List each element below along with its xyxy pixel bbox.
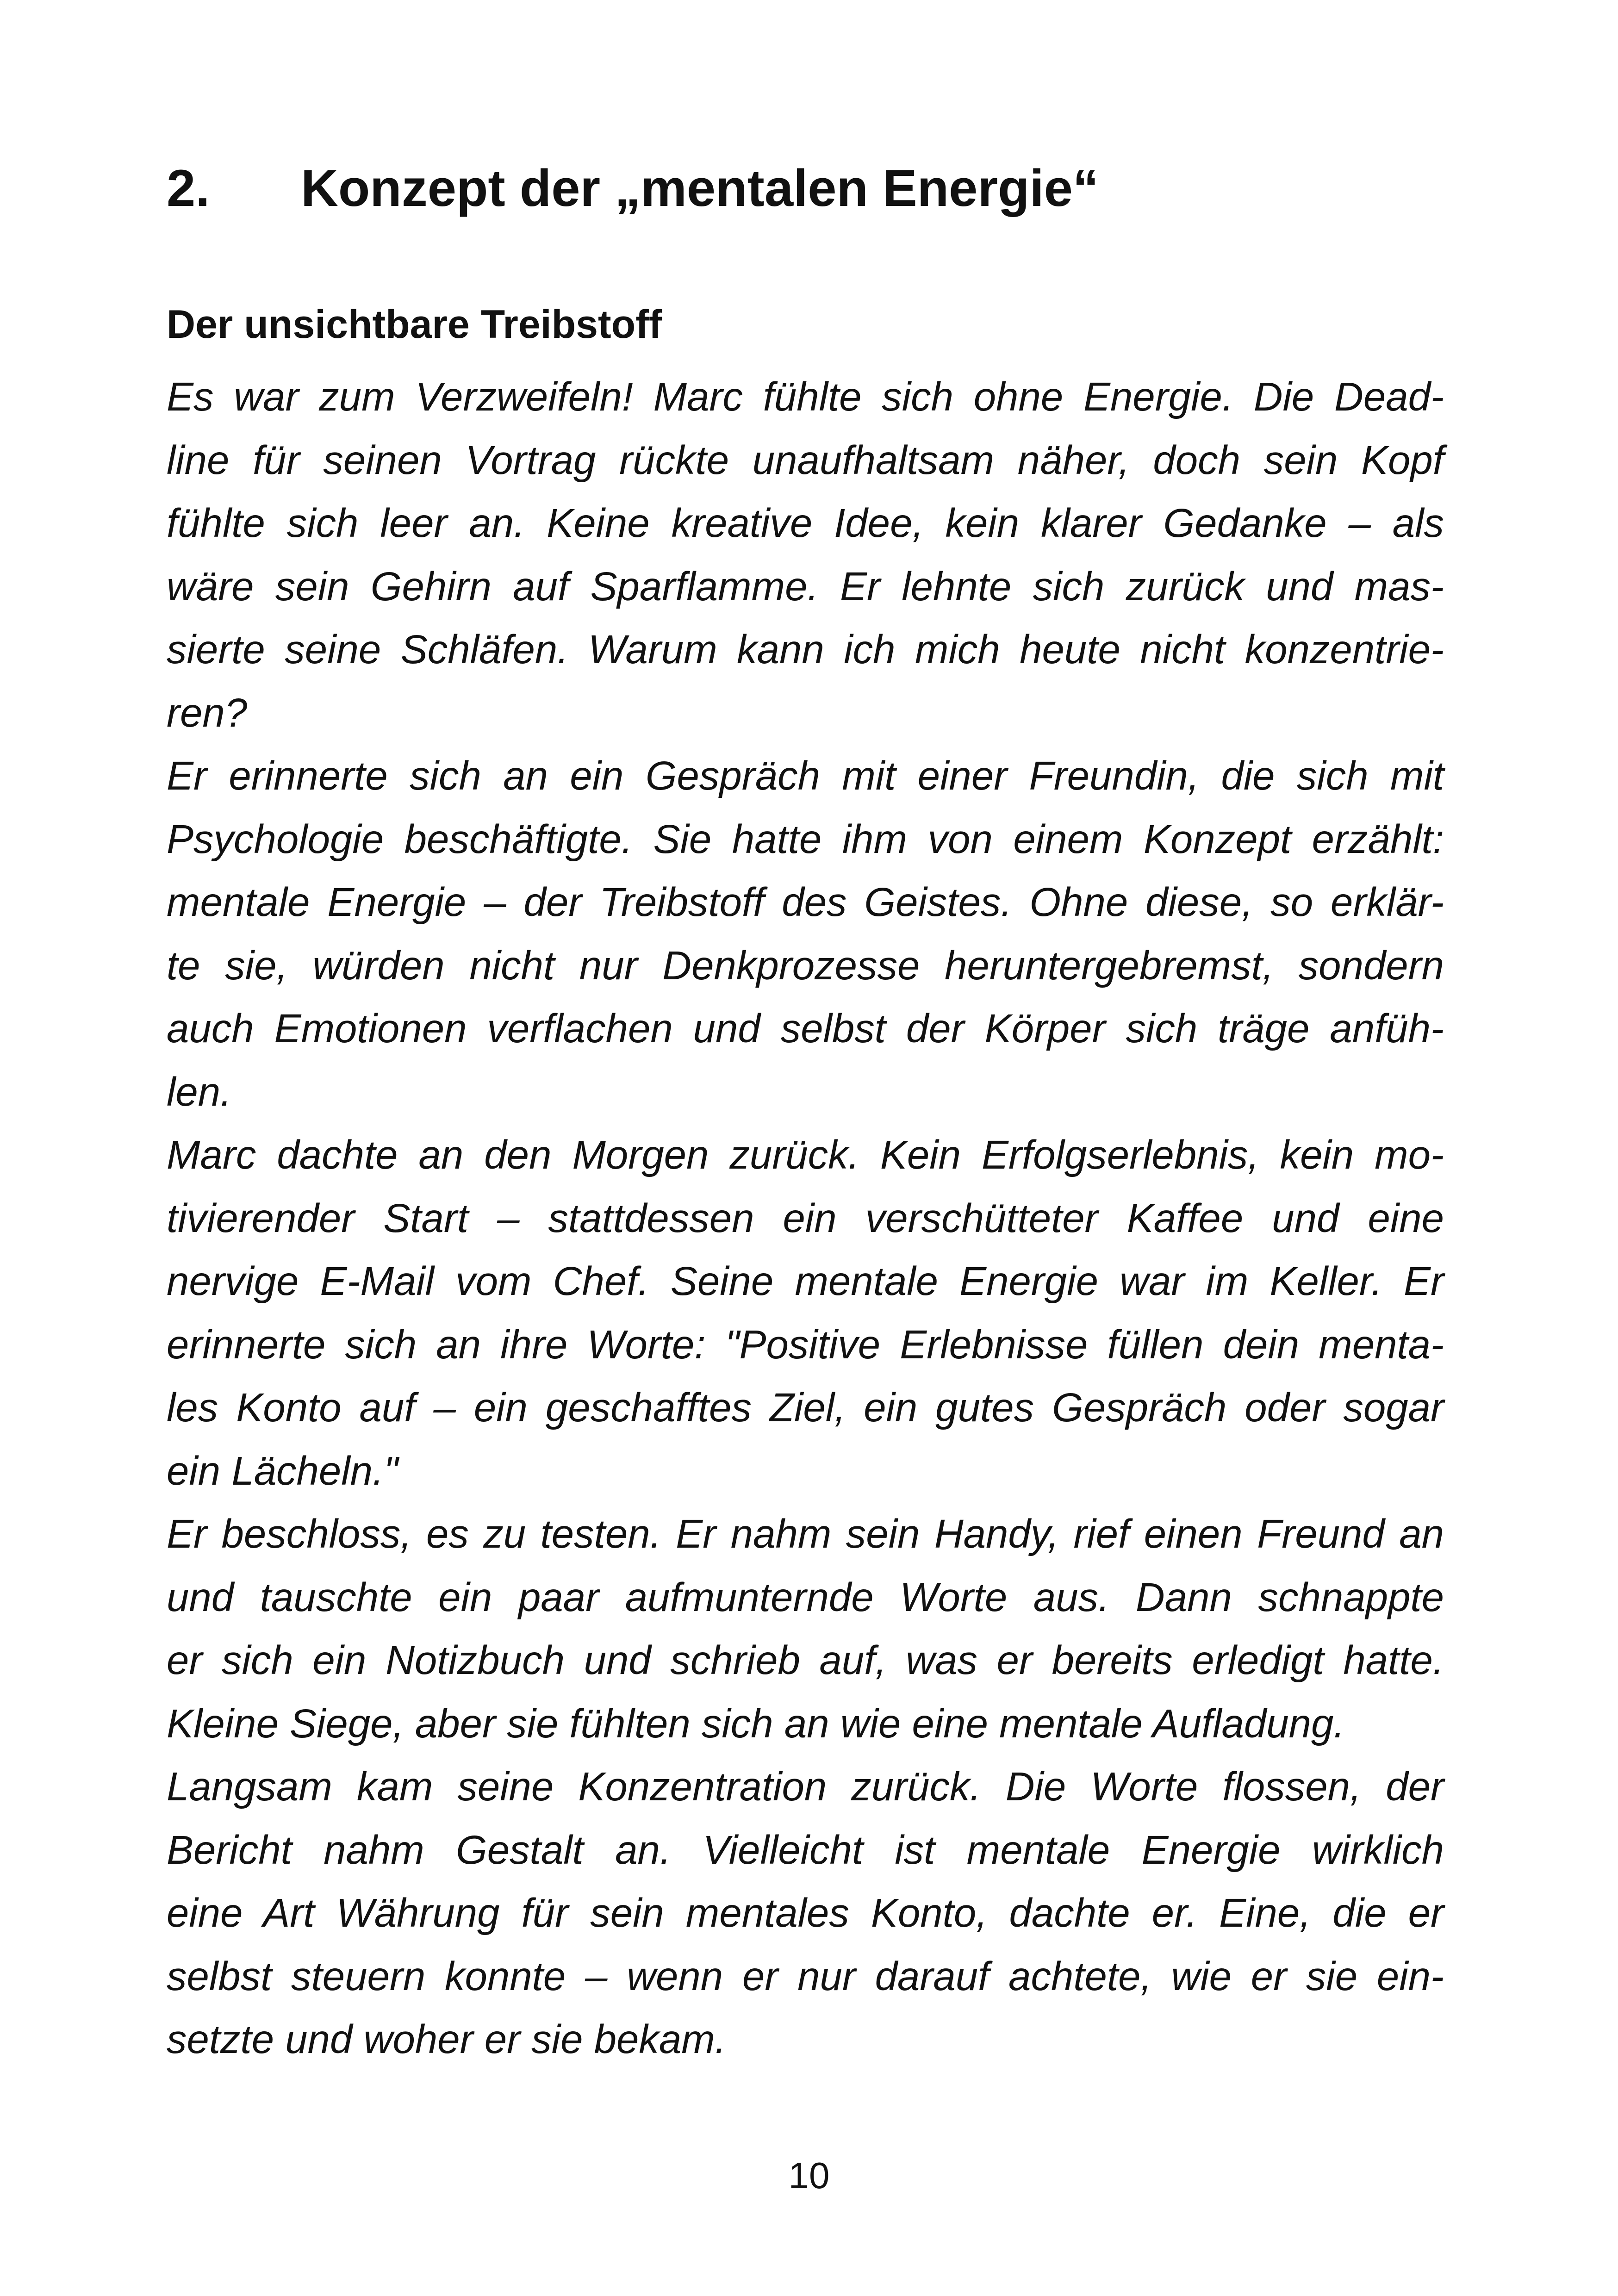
text-line: tivierender Start – stattdessen ein verschütteter Kaffee und eine (167, 1195, 1444, 1241)
text-line: line für seinen Vortrag rückte unaufhaltsam näher, doch sein Kopf (167, 437, 1444, 483)
chapter-title: Konzept der „mentalen Energie“ (301, 159, 1099, 217)
text-line: ein Lächeln." (167, 1448, 398, 1493)
text-line: selbst steuern konnte – wenn er nur darauf achtete, wie er sie ein- (167, 1954, 1444, 1999)
text-line: te sie, würden nicht nur Denkprozesse heruntergebremst, sondern (167, 943, 1444, 988)
text-line: und tauschte ein paar aufmunternde Worte aus. Dann schnappte (167, 1574, 1444, 1620)
text-line: Er erinnerte sich an ein Gespräch mit einer Freundin, die sich mit (167, 753, 1444, 798)
text-line: Es war zum Verzweifeln! Marc fühlte sich ohne Energie. Die Dead- (167, 374, 1444, 419)
text-line: ren? (167, 690, 248, 735)
text-line: er sich ein Notizbuch und schrieb auf, was er bereits erledigt hatte. (167, 1638, 1444, 1683)
text-line: erinnerte sich an ihre Worte: "Positive Erlebnisse füllen dein menta- (167, 1322, 1444, 1367)
text-line: auch Emotionen verflachen und selbst der Körper sich träge anfüh- (167, 1006, 1444, 1051)
text-line: fühlte sich leer an. Keine kreative Idee, kein klarer Gedanke – als (167, 501, 1444, 546)
text-line: Er beschloss, es zu testen. Er nahm sein Handy, rief einen Freund an (167, 1512, 1444, 1556)
section-title: Der unsichtbare Treibstoff (167, 302, 662, 347)
text-line: sierte seine Schläfen. Warum kann ich mich heute nicht konzentrie- (167, 627, 1444, 672)
text-line: wäre sein Gehirn auf Sparflamme. Er lehnte sich zurück und mas- (167, 564, 1444, 609)
chapter-heading (167, 157, 1099, 219)
chapter-number: 2. (167, 159, 210, 217)
text-line: mentale Energie – der Treibstoff des Geistes. Ohne diese, so erklär- (167, 880, 1444, 925)
text-line: eine Art Währung für sein mentales Konto, dachte er. Eine, die er (167, 1891, 1444, 1935)
text-line: Psychologie beschäftigte. Sie hatte ihm von einem Konzept erzählt: (167, 816, 1444, 862)
text-line: les Konto auf – ein geschafftes Ziel, ein gutes Gespräch oder sogar (167, 1385, 1444, 1430)
text-line: Kleine Siege, aber sie fühlten sich an wie eine mentale Aufladung. (167, 1701, 1345, 1746)
text-line: Langsam kam seine Konzentration zurück. Die Worte flossen, der (167, 1764, 1444, 1809)
text-line: Bericht nahm Gestalt an. Vielleicht ist mentale Energie wirklich (167, 1827, 1444, 1873)
text-line: len. (167, 1069, 232, 1114)
text-line: Marc dachte an den Morgen zurück. Kein Erfolgserlebnis, kein mo- (167, 1132, 1444, 1177)
text-line: nervige E-Mail vom Chef. Seine mentale Energie war im Keller. Er (167, 1259, 1444, 1304)
body-text (167, 366, 1444, 2072)
text-line: setzte und woher er sie bekam. (167, 2017, 726, 2062)
page-number: 10 (788, 2155, 830, 2196)
